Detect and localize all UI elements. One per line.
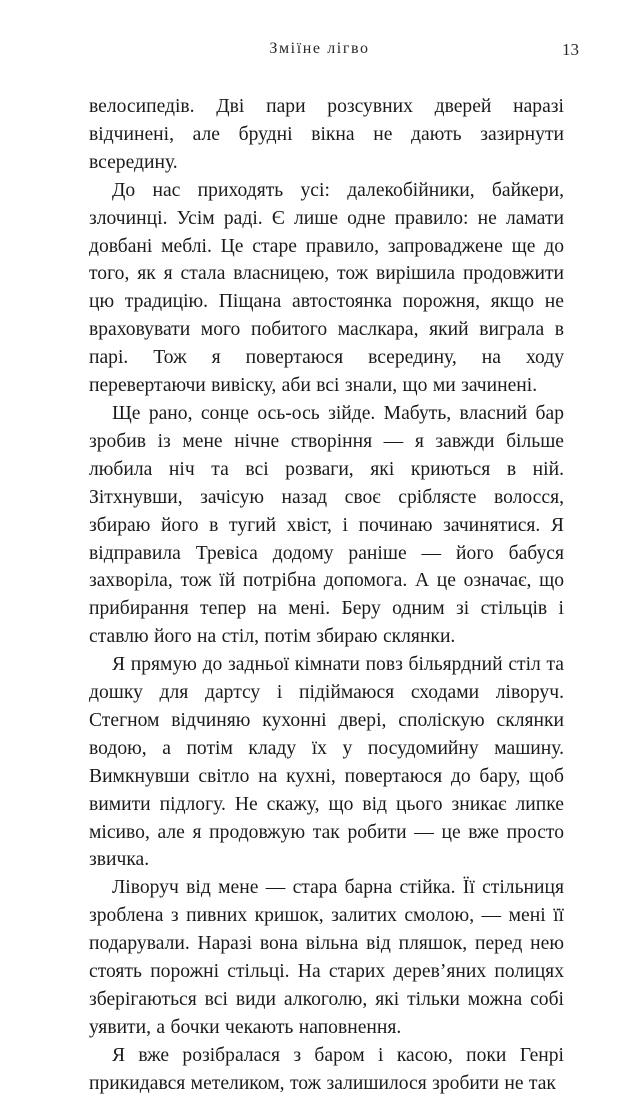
running-title: Зміїне лігво <box>269 40 370 57</box>
paragraph: До нас приходять усі: далекобійники, байкери, злочинці. Усім раді. Є лише одне правило: не ламати довбані меблі. Це старе правило, запроваджене ще до того, як я стала власницею, тож вирішила продовжити цю традицію. Піщана автостоянка порожня, якщо не враховувати мого побитого маслкара, який виграла в парі. Тож я повертаюся всередину, на ходу перевертаючи вивіску, аби всі знали, що ми зачинені. <box>89 179 564 397</box>
paragraph: Ліворуч від мене — стара барна стійка. Її стільниця зроблена з пивних кришок, залитих смолою, — мені її подарували. Наразі вона вільна від пляшок, перед нею стоять порожні стільці. На старих дерев’яних полицях зберігаються всі види алкоголю, які тільки можна собі уявити, а бочки чекають наповнення. <box>89 877 564 1038</box>
page-number: 13 <box>562 40 579 59</box>
paragraph: Ще рано, сонце ось-ось зійде. Мабуть, власний бар зробив із мене нічне створіння — я завжди більше любила ніч та всі розваги, які криються в ній. Зітхнувши, зачісую назад своє сріблясте волосся, збираю його в тугий хвіст, і починаю зачинятися. Я відправила Тревіса додому раніше — його бабуся захворіла, тож їй потрібна допомога. А це означає, що прибирання тепер на мені. Беру одним зі стільців і ставлю його на стіл, потім збираю склянки. <box>89 402 564 648</box>
running-head <box>0 40 639 64</box>
paragraph: велосипедів. Дві пари розсувних дверей наразі відчинені, але брудні вікна не дають зазирнути всередину. <box>89 96 564 173</box>
body-text <box>89 93 564 1098</box>
paragraph: Я прямую до задньої кімнати повз більярдний стіл та дошку для дартсу і підіймаюся сходами ліворуч. Стегном відчиняю кухонні двері, споліскую склянки водою, а потім кладу їх у посудомийну машину. Вимкнувши світло на кухні, повертаюся до бару, щоб вимити підлогу. Не скажу, що від цього зникає липке місиво, але я продовжую так робити — це вже просто звичка. <box>89 654 564 871</box>
paragraph: Я вже розібралася з баром і касою, поки Генрі прикидався метеликом, тож залишилося зробити не так <box>89 1044 564 1094</box>
